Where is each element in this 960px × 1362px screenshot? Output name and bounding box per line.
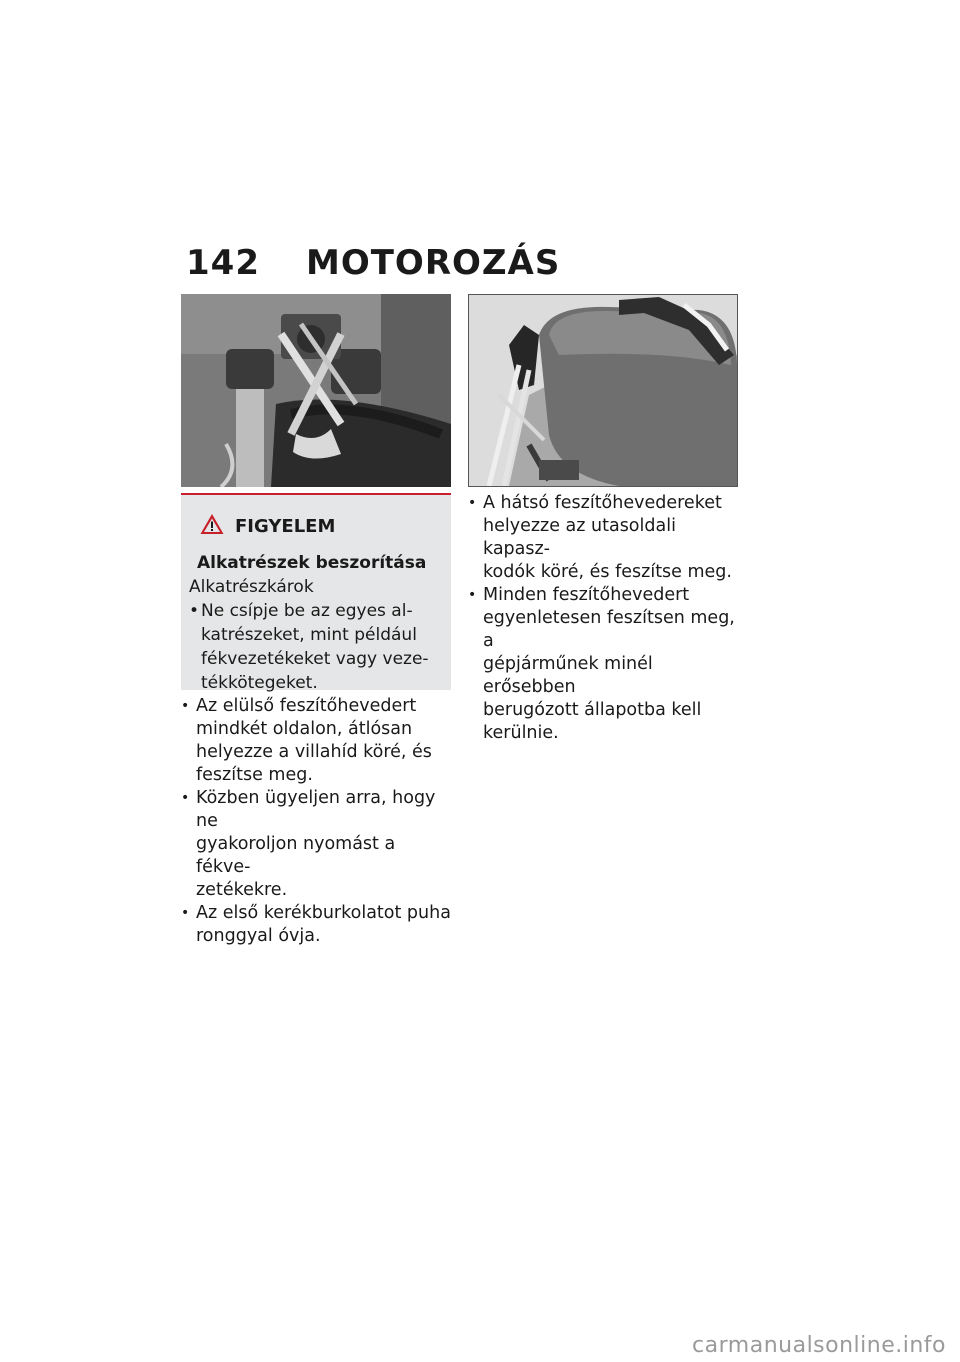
warning-bullet [189,623,445,647]
list-item-text: A hátsó feszítőhevedereket helyezze az utasoldali kapasz- kodók köré, és feszítse meg. [483,493,732,582]
bullet-icon: • [181,698,190,714]
list-item-text: Az első kerékburkolatot puha ronggyal óvja. [196,903,451,946]
list-item [181,695,453,787]
list-item [181,787,453,902]
front-fork-strap-photo [181,294,451,487]
warning-bullet [189,599,445,623]
warning-triangle-icon [199,512,225,540]
warning-line: fékvezetékeket vagy veze- [201,649,429,669]
watermark: carmanualsonline.info [692,1333,946,1358]
warning-line: tékkötegeket. [201,673,318,693]
warning-consequence: Alkatrészkárok [189,577,314,597]
list-item-text: Az elülső feszítőhevedert mindkét oldalon, átlósan helyezze a villahíd köré, és feszítse meg. [196,696,432,785]
warning-bullet [189,647,445,671]
list-item-text: Minden feszítőhevedert egyenletesen feszítsen meg, a gépjárműnek minél erősebben berugózott állapotba kell kerülnie. [483,585,735,743]
list-item-text: Közben ügyeljen arra, hogy ne gyakoroljon nyomást a fékve- zetékekre. [196,788,436,900]
chapter-title: MOTOROZÁS [305,243,561,283]
warning-line: Ne csípje be az egyes al- [201,601,413,621]
bullet-icon: • [181,905,190,921]
warning-header [199,512,335,540]
warning-bullet [189,671,445,695]
list-item [468,492,743,584]
page-number: 142 [186,243,260,283]
list-item [181,902,453,948]
bullet-icon: • [189,601,200,621]
bullet-icon: • [468,495,477,511]
warning-measures [189,599,445,695]
front-strap-instructions [181,695,453,948]
rear-strap-photo [468,294,738,487]
warning-box [181,493,451,693]
bullet-icon: • [181,790,190,806]
warning-subtitle: Alkatrészek beszorítása [197,553,427,573]
warning-title: FIGYELEM [235,515,336,537]
page-header [186,238,560,288]
list-item [468,584,743,745]
warning-line: katrészeket, mint például [201,625,417,645]
bullet-icon: • [468,587,477,603]
rear-strap-instructions [468,492,743,745]
